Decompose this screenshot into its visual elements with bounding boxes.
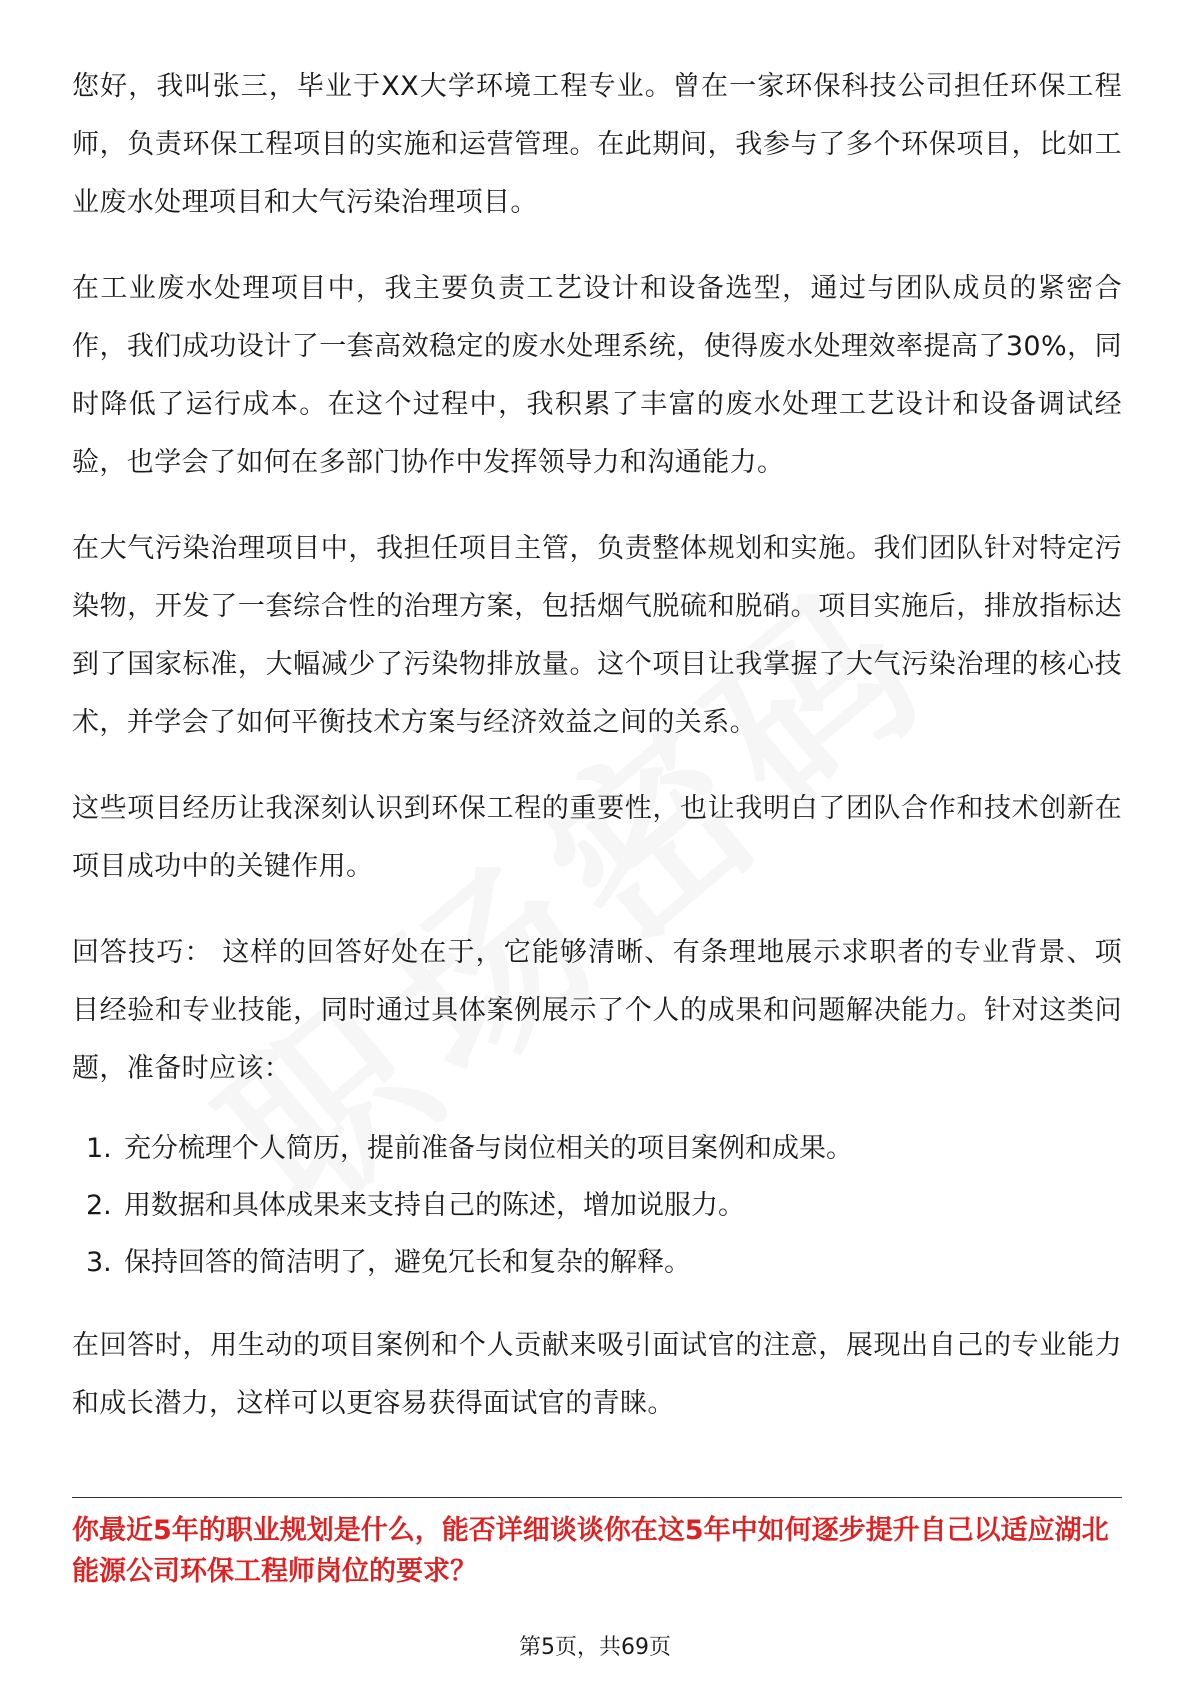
next-question: 你最近5年的职业规划是什么，能否详细谈谈你在这5年中如何逐步提升自己以适应湖北能源公司环保工程师岗位的要求？	[72, 1515, 1109, 1587]
list-item-text: 保持回答的简洁明了，避免冗长和复杂的解释。	[124, 1247, 691, 1278]
section-divider	[72, 1497, 1122, 1498]
list-item-number: 3.	[86, 1247, 112, 1278]
paragraph-intro: 您好，我叫张三，毕业于XX大学环境工程专业。曾在一家环保科技公司担任环保工程师，负责环保工程项目的实施和运营管理。在此期间，我参与了多个环保项目，比如工业废水处理项目和大气污染治理项目。	[72, 71, 1122, 218]
document-body	[72, 58, 1122, 1461]
list-item	[72, 1234, 1122, 1291]
list-item-number: 1.	[86, 1133, 112, 1164]
list-item	[72, 1120, 1122, 1177]
tips-list	[72, 1120, 1122, 1291]
list-item-text: 充分梳理个人简历，提前准备与岗位相关的项目案例和成果。	[124, 1133, 853, 1164]
list-item-text: 用数据和具体成果来支持自己的陈述，增加说服力。	[124, 1190, 745, 1221]
list-item	[72, 1177, 1122, 1234]
paragraph-closing: 在回答时，用生动的项目案例和个人贡献来吸引面试官的注意，展现出自己的专业能力和成长潜力，这样可以更容易获得面试官的青睐。	[72, 1330, 1122, 1419]
paragraph-summary: 这些项目经历让我深刻认识到环保工程的重要性，也让我明白了团队合作和技术创新在项目成功中的关键作用。	[72, 793, 1122, 882]
page-number: 第5页，共69页	[519, 1635, 671, 1660]
list-item-number: 2.	[86, 1190, 112, 1221]
paragraph-air-pollution-project: 在大气污染治理项目中，我担任项目主管，负责整体规划和实施。我们团队针对特定污染物，开发了一套综合性的治理方案，包括烟气脱硫和脱硝。项目实施后，排放指标达到了国家标准，大幅减少了污染物排放量。这个项目让我掌握了大气污染治理的核心技术，并学会了如何平衡技术方案与经济效益之间的关系。	[72, 533, 1122, 738]
paragraph-wastewater-project: 在工业废水处理项目中，我主要负责工艺设计和设备选型，通过与团队成员的紧密合作，我们成功设计了一套高效稳定的废水处理系统，使得废水处理效率提高了30%，同时降低了运行成本。在这个过程中，我积累了丰富的废水处理工艺设计和设备调试经验，也学会了如何在多部门协作中发挥领导力和沟通能力。	[72, 273, 1122, 478]
answer-tips: 回答技巧： 这样的回答好处在于，它能够清晰、有条理地展示求职者的专业背景、项目经验和专业技能，同时通过具体案例展示了个人的成果和问题解决能力。针对这类问题，准备时应该：	[72, 937, 1122, 1084]
